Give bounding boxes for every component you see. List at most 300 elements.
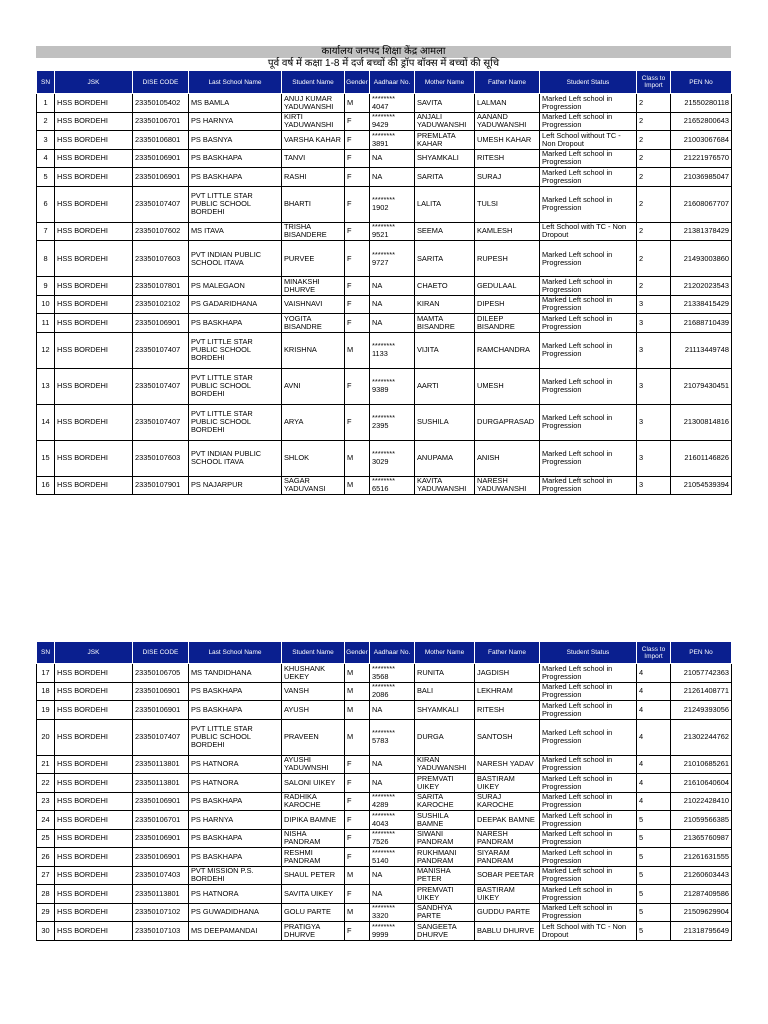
cell-student-name: TRISHA BISANDERE xyxy=(282,222,345,241)
cell-jsk: HSS BORDEHI xyxy=(55,755,133,774)
cell-dise-code: 23350106901 xyxy=(133,168,189,187)
header-row xyxy=(37,71,732,94)
cell-jsk: HSS BORDEHI xyxy=(55,701,133,720)
cell-dise-code: 23350106801 xyxy=(133,131,189,150)
cell-aadhaar-no: ******** 4047 xyxy=(370,94,415,113)
cell-dise-code: 23350106701 xyxy=(133,811,189,830)
table-row xyxy=(37,440,732,476)
header-father-name: Father Name xyxy=(475,642,540,664)
cell-father-name: KAMLESH xyxy=(475,222,540,241)
cell-student-name: RADHIKA KAROCHE xyxy=(282,792,345,811)
cell-gender: M xyxy=(345,719,370,755)
cell-mother-name: SHYAMKALI xyxy=(415,149,475,168)
top-sheet xyxy=(36,46,731,495)
cell-student-status: Marked Left school in Progression xyxy=(540,701,637,720)
header-last-school-name: Last School Name xyxy=(189,71,282,94)
header-gender: Gender xyxy=(345,71,370,94)
cell-sn: 26 xyxy=(37,848,55,867)
cell-aadhaar-no: ******** 9389 xyxy=(370,368,415,404)
cell-dise-code: 23350106901 xyxy=(133,701,189,720)
cell-student-name: VANSH xyxy=(282,682,345,701)
table-body-bottom xyxy=(37,664,732,941)
cell-father-name: NARESH YADUWANSHI xyxy=(475,476,540,495)
cell-last-school-name: PVT LITTLE STAR PUBLIC SCHOOL BORDEHI xyxy=(189,332,282,368)
cell-last-school-name: MS ITAVA xyxy=(189,222,282,241)
cell-class-to-import: 4 xyxy=(637,682,671,701)
header-jsk: JSK xyxy=(55,71,133,94)
cell-last-school-name: PS GADARIDHANA xyxy=(189,295,282,314)
cell-dise-code: 23350106705 xyxy=(133,664,189,683)
header-row xyxy=(37,642,732,664)
cell-gender: F xyxy=(345,149,370,168)
header-pen-no: PEN No xyxy=(671,71,732,94)
cell-jsk: HSS BORDEHI xyxy=(55,922,133,941)
cell-jsk: HSS BORDEHI xyxy=(55,241,133,277)
cell-pen-no: 21010685261 xyxy=(671,755,732,774)
cell-father-name: RAMCHANDRA xyxy=(475,332,540,368)
cell-student-name: SHAUL PETER xyxy=(282,866,345,885)
cell-mother-name: SANDHYA PARTE xyxy=(415,903,475,922)
cell-father-name: RUPESH xyxy=(475,241,540,277)
table-row xyxy=(37,476,732,495)
cell-father-name: NARESH PANDRAM xyxy=(475,829,540,848)
cell-class-to-import: 4 xyxy=(637,719,671,755)
header-student-status: Student Status xyxy=(540,642,637,664)
cell-father-name: SOBAR PEETAR xyxy=(475,866,540,885)
cell-pen-no: 21036985047 xyxy=(671,168,732,187)
cell-aadhaar-no: NA xyxy=(370,277,415,296)
cell-dise-code: 23350102102 xyxy=(133,295,189,314)
cell-sn: 17 xyxy=(37,664,55,683)
cell-sn: 12 xyxy=(37,332,55,368)
cell-father-name: SURAJ KAROCHE xyxy=(475,792,540,811)
cell-pen-no: 21059566385 xyxy=(671,811,732,830)
cell-sn: 27 xyxy=(37,866,55,885)
cell-gender: M xyxy=(345,332,370,368)
cell-student-name: PRATIGYA DHURVE xyxy=(282,922,345,941)
cell-student-status: Marked Left school in Progression xyxy=(540,811,637,830)
header-gender: Gender xyxy=(345,642,370,664)
cell-mother-name: PREMVATI UIKEY xyxy=(415,774,475,793)
cell-student-name: NISHA PANDRAM xyxy=(282,829,345,848)
cell-dise-code: 23350107407 xyxy=(133,404,189,440)
cell-student-name: ARYA xyxy=(282,404,345,440)
cell-student-status: Marked Left school in Progression xyxy=(540,848,637,867)
cell-pen-no: 21610640604 xyxy=(671,774,732,793)
cell-gender: F xyxy=(345,774,370,793)
cell-sn: 7 xyxy=(37,222,55,241)
cell-father-name: SANTOSH xyxy=(475,719,540,755)
cell-student-name: KRISHNA xyxy=(282,332,345,368)
cell-jsk: HSS BORDEHI xyxy=(55,332,133,368)
cell-sn: 2 xyxy=(37,112,55,131)
table-row xyxy=(37,792,732,811)
cell-last-school-name: PS HARNYA xyxy=(189,811,282,830)
cell-gender: F xyxy=(345,829,370,848)
cell-class-to-import: 2 xyxy=(637,131,671,150)
cell-class-to-import: 2 xyxy=(637,112,671,131)
cell-class-to-import: 4 xyxy=(637,664,671,683)
students-table-bottom xyxy=(36,641,732,941)
cell-gender: M xyxy=(345,903,370,922)
cell-father-name: LEKHRAM xyxy=(475,682,540,701)
cell-sn: 9 xyxy=(37,277,55,296)
cell-mother-name: ANJALI YADUWANSHI xyxy=(415,112,475,131)
cell-mother-name: BALI xyxy=(415,682,475,701)
cell-student-name: SHLOK xyxy=(282,440,345,476)
cell-student-name: SAGAR YADUVANSI xyxy=(282,476,345,495)
cell-mother-name: PREMVATI UIKEY xyxy=(415,885,475,904)
cell-student-name: YOGITA BISANDRE xyxy=(282,314,345,333)
cell-aadhaar-no: ******** 3320 xyxy=(370,903,415,922)
table-row xyxy=(37,295,732,314)
cell-sn: 20 xyxy=(37,719,55,755)
cell-student-name: DIPIKA BAMNE xyxy=(282,811,345,830)
cell-student-status: Marked Left school in Progression xyxy=(540,664,637,683)
cell-sn: 4 xyxy=(37,149,55,168)
table-row xyxy=(37,131,732,150)
cell-dise-code: 23350107901 xyxy=(133,476,189,495)
cell-jsk: HSS BORDEHI xyxy=(55,186,133,222)
cell-last-school-name: PVT LITTLE STAR PUBLIC SCHOOL BORDEHI xyxy=(189,719,282,755)
cell-last-school-name: PS BASNYA xyxy=(189,131,282,150)
header-jsk: JSK xyxy=(55,642,133,664)
cell-last-school-name: PVT LITTLE STAR PUBLIC SCHOOL BORDEHI xyxy=(189,368,282,404)
cell-last-school-name: PVT INDIAN PUBLIC SCHOOL ITAVA xyxy=(189,440,282,476)
cell-mother-name: RUKHMANI PANDRAM xyxy=(415,848,475,867)
cell-dise-code: 23350107801 xyxy=(133,277,189,296)
cell-gender: F xyxy=(345,112,370,131)
table-row xyxy=(37,368,732,404)
cell-gender: M xyxy=(345,664,370,683)
cell-jsk: HSS BORDEHI xyxy=(55,277,133,296)
cell-sn: 18 xyxy=(37,682,55,701)
table-body-top xyxy=(37,94,732,495)
cell-class-to-import: 4 xyxy=(637,792,671,811)
cell-dise-code: 23350106901 xyxy=(133,149,189,168)
cell-father-name: NARESH YADAV xyxy=(475,755,540,774)
cell-pen-no: 21079430451 xyxy=(671,368,732,404)
cell-pen-no: 21003067684 xyxy=(671,131,732,150)
cell-class-to-import: 3 xyxy=(637,314,671,333)
cell-student-name: KIRTI YADUWANSHI xyxy=(282,112,345,131)
table-row xyxy=(37,241,732,277)
cell-last-school-name: PVT MISSION P.S. BORDEHI xyxy=(189,866,282,885)
table-row xyxy=(37,755,732,774)
table-row xyxy=(37,774,732,793)
cell-gender: F xyxy=(345,922,370,941)
table-row xyxy=(37,664,732,683)
cell-aadhaar-no: NA xyxy=(370,885,415,904)
cell-mother-name: CHAETO xyxy=(415,277,475,296)
cell-father-name: GUDDU PARTE xyxy=(475,903,540,922)
cell-class-to-import: 3 xyxy=(637,404,671,440)
cell-father-name: JAGDISH xyxy=(475,664,540,683)
cell-aadhaar-no: NA xyxy=(370,701,415,720)
cell-gender: M xyxy=(345,440,370,476)
table-row xyxy=(37,404,732,440)
cell-gender: F xyxy=(345,131,370,150)
list-subtitle: पूर्व वर्ष में कक्षा 1-8 में दर्ज बच्चों की ड्रॉप बॉक्स में बच्चों की सूचि xyxy=(267,58,500,69)
cell-class-to-import: 5 xyxy=(637,885,671,904)
cell-last-school-name: PS BASKHAPA xyxy=(189,682,282,701)
cell-dise-code: 23350107407 xyxy=(133,186,189,222)
cell-sn: 10 xyxy=(37,295,55,314)
cell-gender: F xyxy=(345,314,370,333)
cell-father-name: UMESH xyxy=(475,368,540,404)
cell-pen-no: 21221976570 xyxy=(671,149,732,168)
table-row xyxy=(37,719,732,755)
cell-sn: 22 xyxy=(37,774,55,793)
cell-jsk: HSS BORDEHI xyxy=(55,368,133,404)
header-student-status: Student Status xyxy=(540,71,637,94)
cell-dise-code: 23350106701 xyxy=(133,112,189,131)
cell-aadhaar-no: ******** 9521 xyxy=(370,222,415,241)
cell-student-status: Marked Left school in Progression xyxy=(540,94,637,113)
cell-class-to-import: 2 xyxy=(637,149,671,168)
cell-student-status: Marked Left school in Progression xyxy=(540,332,637,368)
cell-student-status: Marked Left school in Progression xyxy=(540,440,637,476)
cell-father-name: BASTIRAM UIKEY xyxy=(475,774,540,793)
cell-gender: M xyxy=(345,866,370,885)
cell-mother-name: SARITA xyxy=(415,168,475,187)
cell-gender: F xyxy=(345,168,370,187)
cell-pen-no: 21287409586 xyxy=(671,885,732,904)
cell-dise-code: 23350106901 xyxy=(133,314,189,333)
cell-student-status: Left School with TC - Non Dropout xyxy=(540,922,637,941)
cell-student-name: GOLU PARTE xyxy=(282,903,345,922)
cell-last-school-name: PVT LITTLE STAR PUBLIC SCHOOL BORDEHI xyxy=(189,186,282,222)
cell-sn: 21 xyxy=(37,755,55,774)
cell-class-to-import: 4 xyxy=(637,701,671,720)
cell-student-status: Marked Left school in Progression xyxy=(540,903,637,922)
cell-student-status: Marked Left school in Progression xyxy=(540,295,637,314)
cell-father-name: DIPESH xyxy=(475,295,540,314)
cell-sn: 24 xyxy=(37,811,55,830)
cell-last-school-name: PVT INDIAN PUBLIC SCHOOL ITAVA xyxy=(189,241,282,277)
cell-mother-name: PREMLATA KAHAR xyxy=(415,131,475,150)
cell-class-to-import: 5 xyxy=(637,829,671,848)
cell-mother-name: SARITA xyxy=(415,241,475,277)
cell-class-to-import: 5 xyxy=(637,811,671,830)
cell-student-name: SAVITA UIKEY xyxy=(282,885,345,904)
cell-mother-name: VIJITA xyxy=(415,332,475,368)
cell-last-school-name: PS HATNORA xyxy=(189,885,282,904)
cell-class-to-import: 5 xyxy=(637,903,671,922)
cell-father-name: TULSI xyxy=(475,186,540,222)
cell-last-school-name: PS NAJARPUR xyxy=(189,476,282,495)
cell-mother-name: AARTI xyxy=(415,368,475,404)
cell-pen-no: 21608067707 xyxy=(671,186,732,222)
table-row xyxy=(37,112,732,131)
cell-student-name: PRAVEEN xyxy=(282,719,345,755)
table-row xyxy=(37,314,732,333)
cell-student-name: PURVEE xyxy=(282,241,345,277)
cell-pen-no: 21261408771 xyxy=(671,682,732,701)
cell-father-name: BASTIRAM UIKEY xyxy=(475,885,540,904)
cell-father-name: RITESH xyxy=(475,701,540,720)
cell-mother-name: LALITA xyxy=(415,186,475,222)
cell-jsk: HSS BORDEHI xyxy=(55,811,133,830)
cell-student-name: TANVI xyxy=(282,149,345,168)
cell-class-to-import: 2 xyxy=(637,222,671,241)
cell-student-name: AVNI xyxy=(282,368,345,404)
cell-student-status: Marked Left school in Progression xyxy=(540,404,637,440)
cell-sn: 28 xyxy=(37,885,55,904)
cell-dise-code: 23350107407 xyxy=(133,368,189,404)
cell-jsk: HSS BORDEHI xyxy=(55,848,133,867)
cell-pen-no: 21601146826 xyxy=(671,440,732,476)
cell-student-status: Marked Left school in Progression xyxy=(540,112,637,131)
cell-aadhaar-no: ******** 9429 xyxy=(370,112,415,131)
cell-father-name: ANISH xyxy=(475,440,540,476)
cell-gender: F xyxy=(345,241,370,277)
cell-father-name: SURAJ xyxy=(475,168,540,187)
cell-pen-no: 21338415429 xyxy=(671,295,732,314)
cell-gender: F xyxy=(345,848,370,867)
cell-student-name: MINAKSHI DHURVE xyxy=(282,277,345,296)
cell-aadhaar-no: ******** 9727 xyxy=(370,241,415,277)
cell-sn: 19 xyxy=(37,701,55,720)
cell-pen-no: 21300814816 xyxy=(671,404,732,440)
cell-aadhaar-no: ******** 4289 xyxy=(370,792,415,811)
cell-father-name: GEDULAAL xyxy=(475,277,540,296)
cell-aadhaar-no: NA xyxy=(370,774,415,793)
cell-pen-no: 21381378429 xyxy=(671,222,732,241)
cell-mother-name: ANUPAMA xyxy=(415,440,475,476)
cell-last-school-name: PS HATNORA xyxy=(189,774,282,793)
cell-class-to-import: 5 xyxy=(637,922,671,941)
cell-class-to-import: 5 xyxy=(637,866,671,885)
cell-student-status: Marked Left school in Progression xyxy=(540,719,637,755)
cell-class-to-import: 2 xyxy=(637,241,671,277)
cell-student-status: Marked Left school in Progression xyxy=(540,149,637,168)
cell-aadhaar-no: ******** 7526 xyxy=(370,829,415,848)
cell-dise-code: 23350113801 xyxy=(133,755,189,774)
table-row xyxy=(37,222,732,241)
cell-jsk: HSS BORDEHI xyxy=(55,94,133,113)
header-student-name: Student Name xyxy=(282,642,345,664)
header-last-school-name: Last School Name xyxy=(189,642,282,664)
cell-gender: F xyxy=(345,277,370,296)
cell-pen-no: 21318795649 xyxy=(671,922,732,941)
header-student-name: Student Name xyxy=(282,71,345,94)
cell-jsk: HSS BORDEHI xyxy=(55,829,133,848)
cell-last-school-name: PS GUWADIDHANA xyxy=(189,903,282,922)
cell-student-name: BHARTI xyxy=(282,186,345,222)
cell-student-status: Marked Left school in Progression xyxy=(540,682,637,701)
cell-dise-code: 23350105402 xyxy=(133,94,189,113)
cell-gender: F xyxy=(345,186,370,222)
cell-dise-code: 23350107603 xyxy=(133,440,189,476)
cell-mother-name: SHYAMKALI xyxy=(415,701,475,720)
cell-father-name: DILEEP BISANDRE xyxy=(475,314,540,333)
cell-dise-code: 23350107407 xyxy=(133,332,189,368)
cell-mother-name: SUSHILA BAMNE xyxy=(415,811,475,830)
cell-class-to-import: 3 xyxy=(637,476,671,495)
cell-aadhaar-no: ******** 4043 xyxy=(370,811,415,830)
cell-aadhaar-no: ******** 2395 xyxy=(370,404,415,440)
cell-sn: 13 xyxy=(37,368,55,404)
cell-last-school-name: PS BASKHAPA xyxy=(189,314,282,333)
cell-mother-name: MANISHA PETER xyxy=(415,866,475,885)
cell-last-school-name: PS HATNORA xyxy=(189,755,282,774)
cell-father-name: DURGAPRASAD xyxy=(475,404,540,440)
header-sn: SN xyxy=(37,71,55,94)
cell-gender: F xyxy=(345,368,370,404)
cell-student-name: AYUSH xyxy=(282,701,345,720)
header-aadhaar-no: Aadhaar No. xyxy=(370,642,415,664)
cell-student-status: Marked Left school in Progression xyxy=(540,774,637,793)
cell-aadhaar-no: ******** 6516 xyxy=(370,476,415,495)
cell-student-name: AYUSHI YADUWNSHI xyxy=(282,755,345,774)
cell-sn: 14 xyxy=(37,404,55,440)
cell-dise-code: 23350113801 xyxy=(133,885,189,904)
cell-sn: 25 xyxy=(37,829,55,848)
cell-mother-name: SAVITA xyxy=(415,94,475,113)
cell-last-school-name: PS BASKHAPA xyxy=(189,149,282,168)
cell-pen-no: 21113449748 xyxy=(671,332,732,368)
cell-aadhaar-no: ******** 5783 xyxy=(370,719,415,755)
cell-aadhaar-no: NA xyxy=(370,149,415,168)
cell-class-to-import: 2 xyxy=(637,186,671,222)
header-dise-code: DISE CODE xyxy=(133,71,189,94)
cell-gender: M xyxy=(345,682,370,701)
cell-pen-no: 21202023543 xyxy=(671,277,732,296)
cell-student-status: Marked Left school in Progression xyxy=(540,885,637,904)
cell-jsk: HSS BORDEHI xyxy=(55,903,133,922)
cell-mother-name: SUSHILA xyxy=(415,404,475,440)
cell-sn: 16 xyxy=(37,476,55,495)
cell-gender: F xyxy=(345,811,370,830)
cell-dise-code: 23350106901 xyxy=(133,682,189,701)
cell-last-school-name: PS HARNYA xyxy=(189,112,282,131)
cell-jsk: HSS BORDEHI xyxy=(55,719,133,755)
cell-aadhaar-no: ******** 3029 xyxy=(370,440,415,476)
cell-student-status: Marked Left school in Progression xyxy=(540,368,637,404)
cell-pen-no: 21365760987 xyxy=(671,829,732,848)
cell-last-school-name: PVT LITTLE STAR PUBLIC SCHOOL BORDEHI xyxy=(189,404,282,440)
cell-student-name: RASHI xyxy=(282,168,345,187)
cell-father-name: AANAND YADUWANSHI xyxy=(475,112,540,131)
cell-pen-no: 21688710439 xyxy=(671,314,732,333)
table-row xyxy=(37,682,732,701)
cell-mother-name: KAVITA YADUWANSHI xyxy=(415,476,475,495)
cell-class-to-import: 5 xyxy=(637,848,671,867)
cell-mother-name: SANGEETA DHURVE xyxy=(415,922,475,941)
cell-student-status: Marked Left school in Progression xyxy=(540,476,637,495)
cell-last-school-name: MS BAMLA xyxy=(189,94,282,113)
students-table-top xyxy=(36,70,732,495)
cell-dise-code: 23350106901 xyxy=(133,829,189,848)
cell-class-to-import: 2 xyxy=(637,168,671,187)
cell-father-name: DEEPAK BAMNE xyxy=(475,811,540,830)
cell-dise-code: 23350107103 xyxy=(133,922,189,941)
cell-student-status: Left School without TC - Non Dropout xyxy=(540,131,637,150)
cell-last-school-name: PS BASKHAPA xyxy=(189,848,282,867)
office-title: कार्यालय जनपद शिक्षा केंद्र आमला xyxy=(36,46,731,58)
header-sn: SN xyxy=(37,642,55,664)
cell-mother-name: MAMTA BISANDRE xyxy=(415,314,475,333)
cell-mother-name: RUNITA xyxy=(415,664,475,683)
cell-gender: F xyxy=(345,295,370,314)
cell-pen-no: 21302244762 xyxy=(671,719,732,755)
cell-gender: F xyxy=(345,755,370,774)
cell-jsk: HSS BORDEHI xyxy=(55,440,133,476)
cell-class-to-import: 4 xyxy=(637,755,671,774)
cell-mother-name: KIRAN YADUWANSHI xyxy=(415,755,475,774)
cell-last-school-name: PS BASKHAPA xyxy=(189,168,282,187)
